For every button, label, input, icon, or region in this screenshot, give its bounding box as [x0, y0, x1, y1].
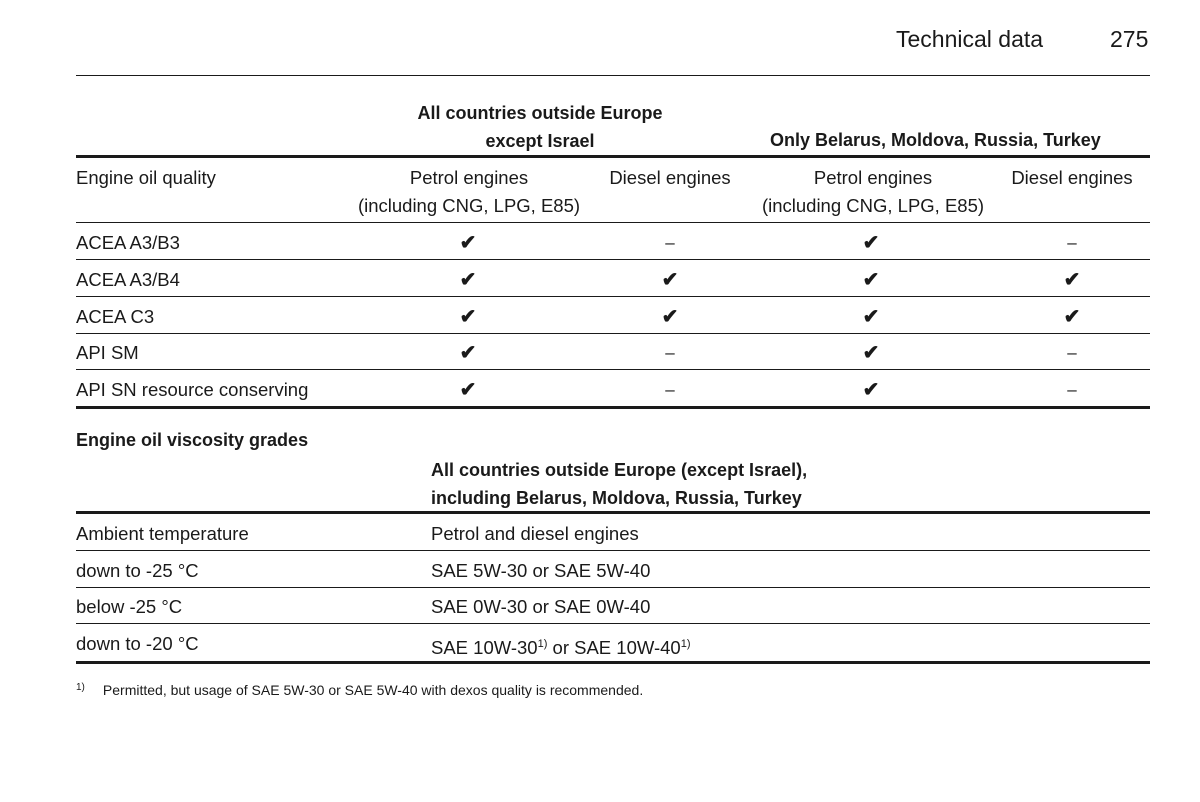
- col-diesel-1: Diesel engines: [609, 167, 731, 188]
- group2-heading: Only Belarus, Moldova, Russia, Turkey: [770, 130, 1101, 150]
- table1-top-rule: [76, 155, 1150, 158]
- check-icon: ✔: [459, 379, 477, 401]
- check-icon: ✔: [459, 342, 477, 364]
- dash-mark: –: [665, 380, 675, 399]
- table1-bottom-rule: [76, 406, 1150, 409]
- table-row-label: below -25 °C: [76, 596, 183, 617]
- check-icon: ✔: [1063, 269, 1081, 291]
- value-part-b: or SAE 10W-40: [547, 637, 681, 658]
- table-row-value: SAE 0W-30 or SAE 0W-40: [431, 596, 651, 617]
- table-row-label: ACEA A3/B4: [76, 269, 180, 290]
- footnote-ref: 1): [680, 638, 691, 650]
- check-icon: ✔: [459, 232, 477, 254]
- col-petrol-diesel: Petrol and diesel engines: [431, 523, 639, 544]
- col-petrol-1-line1: Petrol engines: [409, 167, 529, 188]
- header-rule: [76, 75, 1150, 76]
- group1-heading-line1: All countries outside Europe: [417, 103, 663, 123]
- table-row-label: ACEA A3/B3: [76, 232, 180, 253]
- header-bottom-rule: [76, 222, 1150, 223]
- check-icon: ✔: [862, 306, 880, 328]
- footnote: [76, 682, 643, 698]
- check-icon: ✔: [862, 232, 880, 254]
- row-divider: [76, 333, 1150, 334]
- table-row-label: API SM: [76, 342, 139, 363]
- table-row-label: down to -20 °C: [76, 633, 199, 654]
- footnote-mark: 1): [76, 682, 85, 693]
- col-petrol-2-line1: Petrol engines: [813, 167, 933, 188]
- table-row-label: API SN resource conserving: [76, 379, 309, 400]
- footnote-ref: 1): [537, 638, 548, 650]
- page-number: 275: [1110, 26, 1149, 52]
- table2-top-rule: [76, 511, 1150, 514]
- dash-mark: –: [1067, 380, 1077, 399]
- row-divider: [76, 296, 1150, 297]
- col-diesel-2: Diesel engines: [1011, 167, 1133, 188]
- check-icon: ✔: [459, 306, 477, 328]
- col-petrol-1: [338, 164, 600, 220]
- col-petrol-2: [742, 164, 1004, 220]
- table-row-value: SAE 5W-30 or SAE 5W-40: [431, 560, 651, 581]
- check-icon: ✔: [862, 379, 880, 401]
- row-divider: [76, 587, 1150, 588]
- viscosity-group-heading: [431, 456, 807, 512]
- col-petrol-2-line2: (including CNG, LPG, E85): [761, 195, 985, 216]
- row-header-oil-quality: Engine oil quality: [76, 167, 216, 188]
- group1-heading: [370, 99, 710, 155]
- value-part-a: SAE 10W-30: [431, 637, 538, 658]
- table2-bottom-rule: [76, 661, 1150, 664]
- group1-heading-line2: except Israel: [485, 131, 595, 151]
- dash-mark: –: [1067, 343, 1077, 362]
- table-row-label: down to -25 °C: [76, 560, 199, 581]
- dash-mark: –: [665, 343, 675, 362]
- viscosity-title: Engine oil viscosity grades: [76, 430, 309, 450]
- dash-mark: –: [665, 233, 675, 252]
- check-icon: ✔: [862, 269, 880, 291]
- footnote-text: Permitted, but usage of SAE 5W-30 or SAE 5W-40 with dexos quality is recommended.: [102, 682, 644, 698]
- row-header-ambient: Ambient temperature: [76, 523, 249, 544]
- row-divider: [76, 259, 1150, 260]
- check-icon: ✔: [661, 306, 679, 328]
- col-petrol-1-line2: (including CNG, LPG, E85): [357, 195, 581, 216]
- section-title: Technical data: [896, 26, 1044, 52]
- check-icon: ✔: [1063, 306, 1081, 328]
- dash-mark: –: [1067, 233, 1077, 252]
- row-divider: [76, 369, 1150, 370]
- row-divider: [76, 550, 1150, 551]
- table-row-label: ACEA C3: [76, 306, 155, 327]
- viscosity-group-heading-line1: All countries outside Europe (except Israel),: [431, 460, 808, 480]
- viscosity-group-heading-line2: including Belarus, Moldova, Russia, Turkey: [431, 488, 802, 508]
- row-divider: [76, 623, 1150, 624]
- check-icon: ✔: [459, 269, 477, 291]
- table-row-value: [431, 630, 691, 662]
- check-icon: ✔: [862, 342, 880, 364]
- check-icon: ✔: [661, 269, 679, 291]
